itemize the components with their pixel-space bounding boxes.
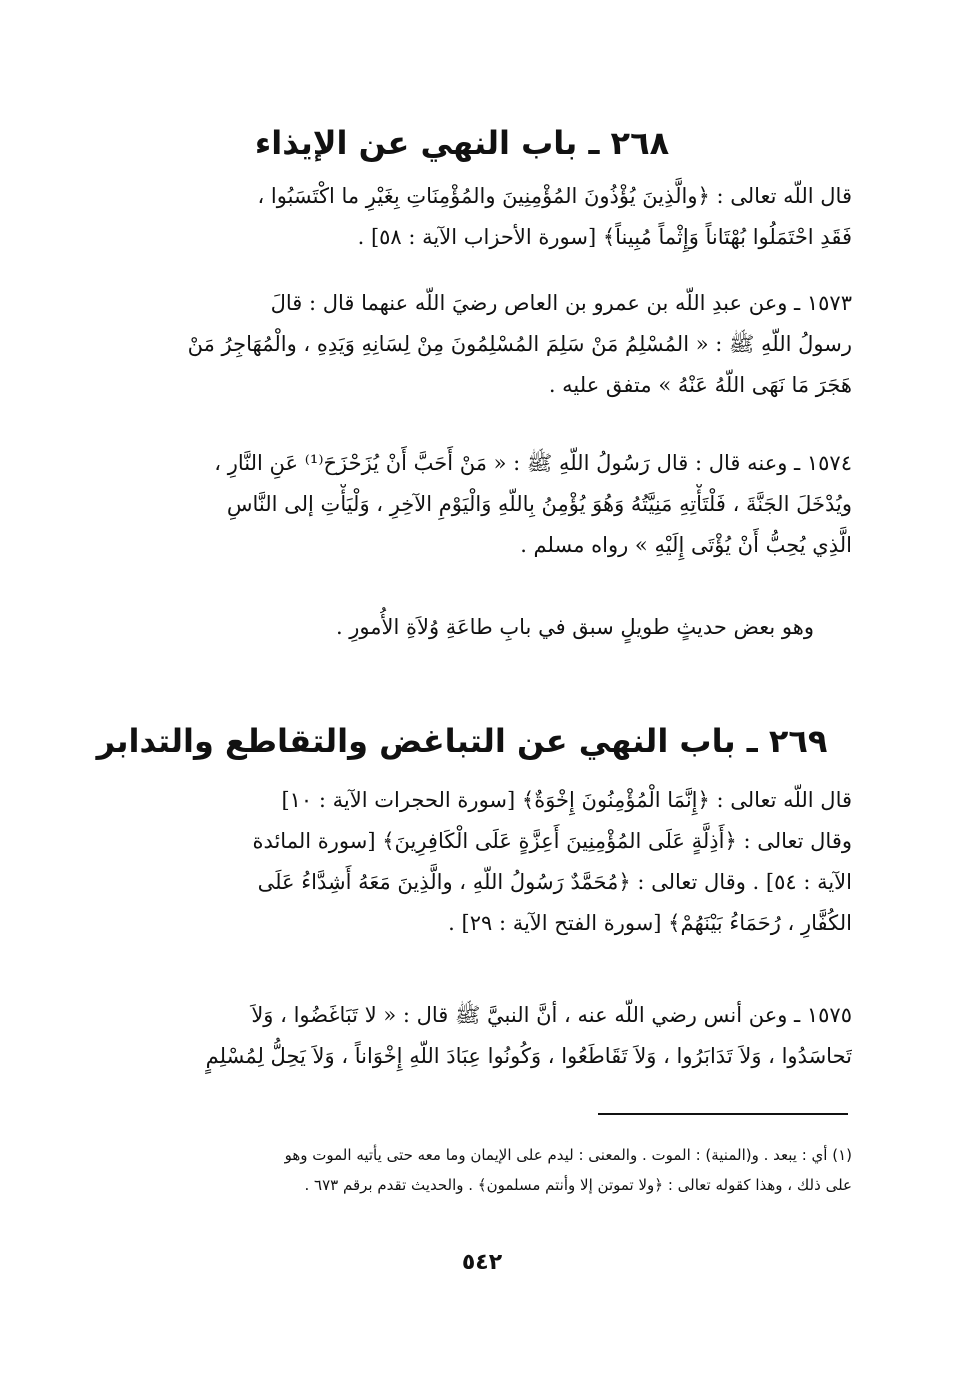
verse-line: فَقَدِ احْتَمَلُوا بُهْتَاناً وَإِثْماً مُبِيناً﴾ [سورة الأحزاب الآية : ٥٨] . (357, 225, 852, 249)
hadith-1574-note (90, 607, 814, 648)
hadith-line: ١٥٧٤ ـ وعنه قال : قال رَسُولُ اللّهِ ﷺ : « مَنْ أَحَبَّ أَنْ يُزَحْزَحَ⁽¹⁾ عَنِ النَّارِ ، (214, 451, 852, 475)
hadith-1573 (90, 283, 852, 406)
footnote-line: على ذلك ، وهذا كقوله تعالى : ﴿ولا تموتن إلا وأنتم مسلمون﴾ . والحديث تقدم برقم ٦٧٣ . (304, 1176, 852, 1194)
chapter-269-title: ٢٦٩ ـ باب النهي عن التباغض والتقاطع والتدابر (96, 722, 828, 761)
hadith-line: الَّذِي يُحِبُّ أَنْ يُؤْتَى إِلَيْهِ » رواه مسلم . (520, 533, 852, 557)
chapter-269-verses (90, 780, 852, 944)
hadith-line: ١٥٧٣ ـ وعن عبدِ اللّه بن عمرو بن العاص رضيَ اللّه عنهما قال : قالَ (270, 291, 852, 315)
verse-line: الآية : ٥٤] . وقال تعالى : ﴿مُحَمَّدٌ رَسُولُ اللّهِ ، والَّذِينَ مَعَهُ أَشِدَّاءُ عَلَى (257, 870, 852, 894)
hadith-line: تَحاسَدُوا ، وَلاَ تَدَابَرُوا ، وَلاَ تَقَاطَعُوا ، وَكُونُوا عِبَادَ اللّهِ إِخْوَاناً ، وَلاَ يَحِلُّ لِمُسْلِمٍ (205, 1044, 852, 1068)
verse-line: الكُفَّارِ ، رُحَمَاءُ بَيْنَهُمْ﴾ [سورة الفتح الآية : ٢٩] . (448, 911, 852, 935)
hadith-line: ويُدْخَلَ الجَنَّةَ ، فَلْتَأْتِهِ مَنِيَّتُهُ وَهُوَ يُؤْمِنُ بِاللّهِ وَالْيَوْمِ الآخِرِ ، وَلْيَأْتِ إلى النَّاسِ (226, 492, 852, 516)
verse-line: وقال تعالى : ﴿أَذِلَّةٍ عَلَى المُؤْمِنِينَ أَعِزَّةٍ عَلَى الْكَافِرِينَ﴾ [سورة المائدة (252, 829, 852, 853)
hadith-line: ١٥٧٥ ـ وعن أنس رضي اللّه عنه ، أنَّ النبيَّ ﷺ قال : « لا تَبَاغَضُوا ، وَلاَ (251, 1003, 852, 1027)
verse-line: قال اللّه تعالى : ﴿إِنَّمَا الْمُؤْمِنُونَ إِخْوَةٌ﴾ [سورة الحجرات الآية : ١٠] (281, 788, 852, 812)
hadith-line: رسولُ اللّهِ ﷺ : « المُسْلِمُ مَنْ سَلِمَ المُسْلِمُونَ مِنْ لِسَانِهِ وَيَدِهِ ، والْمُهَاجِرُ مَنْ (187, 332, 852, 356)
hadith-line: هَجَرَ مَا نَهَى اللّهُ عَنْهُ » متفق عليه . (548, 373, 852, 397)
verse-line: قال اللّه تعالى : ﴿والَّذِينَ يُؤْذُونَ المُؤْمِنِينَ والمُؤْمِنَاتِ بِغَيْرِ ما اكْتَسَبُوا ، (257, 184, 852, 208)
chapter-268-verse (90, 176, 852, 258)
page-number: ٥٤٢ (461, 1250, 503, 1275)
hadith-1575 (90, 995, 852, 1077)
footnote-line: (١) أي : يبعد . و(المنية) : الموت . والمعنى : ليدم على الإيمان وما معه حتى يأتيه الموت وهو (284, 1146, 852, 1164)
footnote (100, 1140, 852, 1200)
footnote-divider (598, 1113, 848, 1115)
hadith-1574 (90, 443, 852, 566)
chapter-268-title: ٢٦٨ ـ باب النهي عن الإيذاء (254, 124, 670, 163)
note-line: وهو بعض حديثٍ طويلٍ سبق في بابِ طاعَةِ وُلاَةِ الأُمورِ . (335, 615, 814, 639)
